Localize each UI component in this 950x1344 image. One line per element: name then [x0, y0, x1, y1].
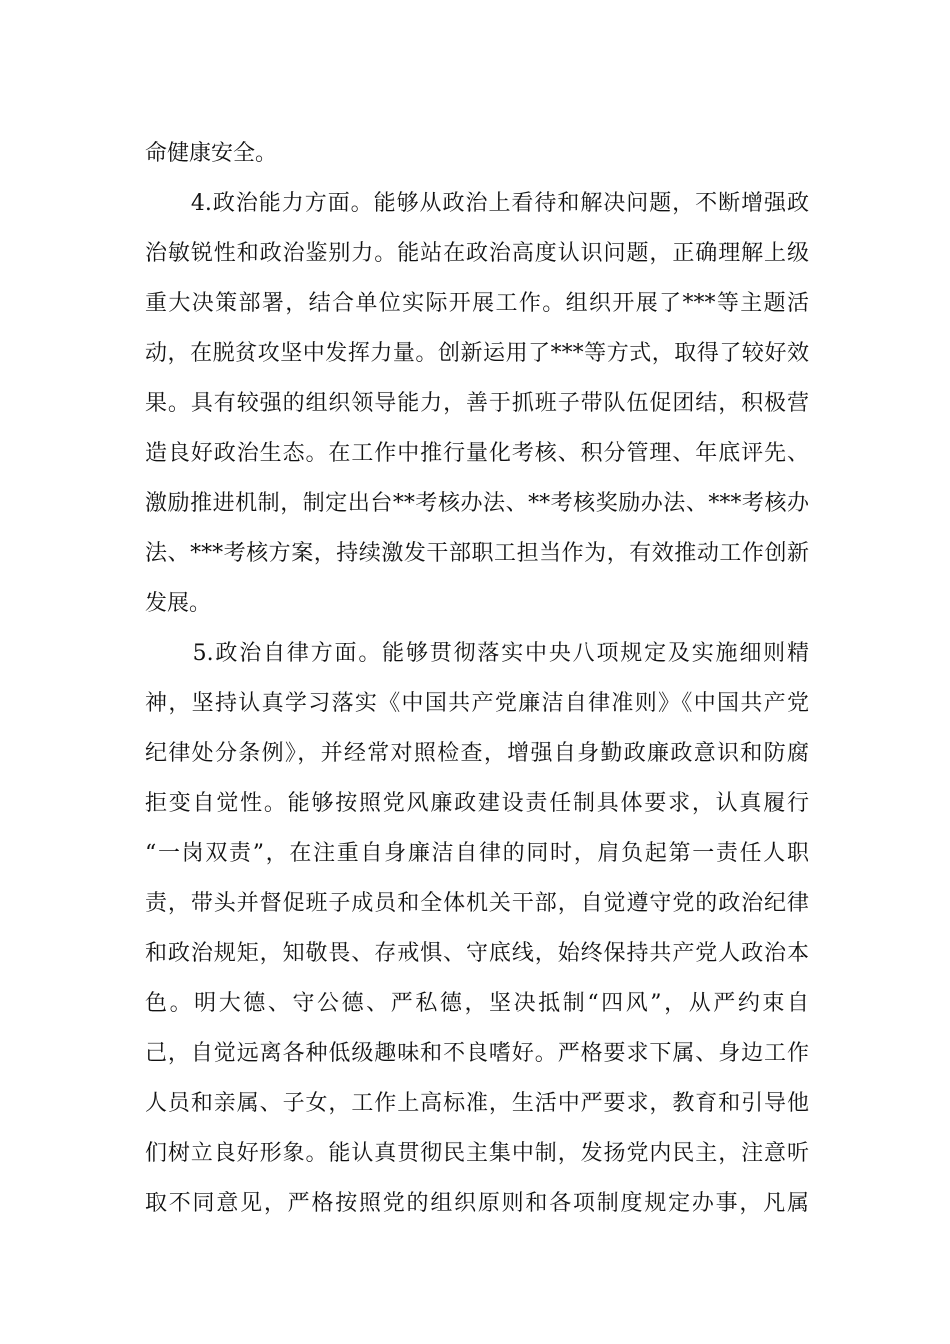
text-line: 拒变自觉性。能够按照党风廉政建设责任制具体要求，认真履行	[145, 791, 809, 816]
text-line: 重大决策部署，结合单位实际开展工作。组织开展了***等主题活	[145, 291, 809, 316]
text-line: 纪律处分条例》，并经常对照检查，增强自身勤政廉政意识和防腐	[145, 741, 809, 766]
text-line: 人员和亲属、子女，工作上高标准，生活中严要求，教育和引导他	[145, 1091, 809, 1116]
text-line: 4.政治能力方面。能够从政治上看待和解决问题，不断增强政	[145, 191, 809, 216]
text-line: 治敏锐性和政治鉴别力。能站在政治高度认识问题，正确理解上级	[145, 241, 809, 266]
text-line: 色。明大德、守公德、严私德，坚决抵制“四风”，从严约束自	[145, 991, 809, 1016]
text-line: “一岗双责”，在注重自身廉洁自律的同时，肩负起第一责任人职	[145, 841, 809, 866]
text-line: 动，在脱贫攻坚中发挥力量。创新运用了***等方式，取得了较好效	[145, 341, 809, 366]
text-line: 取不同意见，严格按照党的组织原则和各项制度规定办事，凡属	[145, 1191, 809, 1216]
text-line: 激励推进机制，制定出台**考核办法、**考核奖励办法、***考核办	[145, 491, 809, 516]
text-line: 己，自觉远离各种低级趣味和不良嗜好。严格要求下属、身边工作	[145, 1041, 809, 1066]
text-line: 造良好政治生态。在工作中推行量化考核、积分管理、年底评先、	[145, 441, 809, 466]
text-line: 和政治规矩，知敬畏、存戒惧、守底线，始终保持共产党人政治本	[145, 941, 809, 966]
text-line: 责，带头并督促班子成员和全体机关干部，自觉遵守党的政治纪律	[145, 891, 809, 916]
text-line: 发展。	[145, 591, 212, 616]
text-line: 们树立良好形象。能认真贯彻民主集中制，发扬党内民主，注意听	[145, 1141, 809, 1166]
text-line: 果。具有较强的组织领导能力，善于抓班子带队伍促团结，积极营	[145, 391, 809, 416]
document-body	[145, 129, 809, 1229]
text-line: 神，坚持认真学习落实《中国共产党廉洁自律准则》《中国共产党	[145, 691, 809, 716]
text-line: 命健康安全。	[145, 141, 278, 166]
text-line: 法、***考核方案，持续激发干部职工担当作为，有效推动工作创新	[145, 541, 809, 566]
text-line: 5.政治自律方面。能够贯彻落实中央八项规定及实施细则精	[145, 641, 809, 666]
